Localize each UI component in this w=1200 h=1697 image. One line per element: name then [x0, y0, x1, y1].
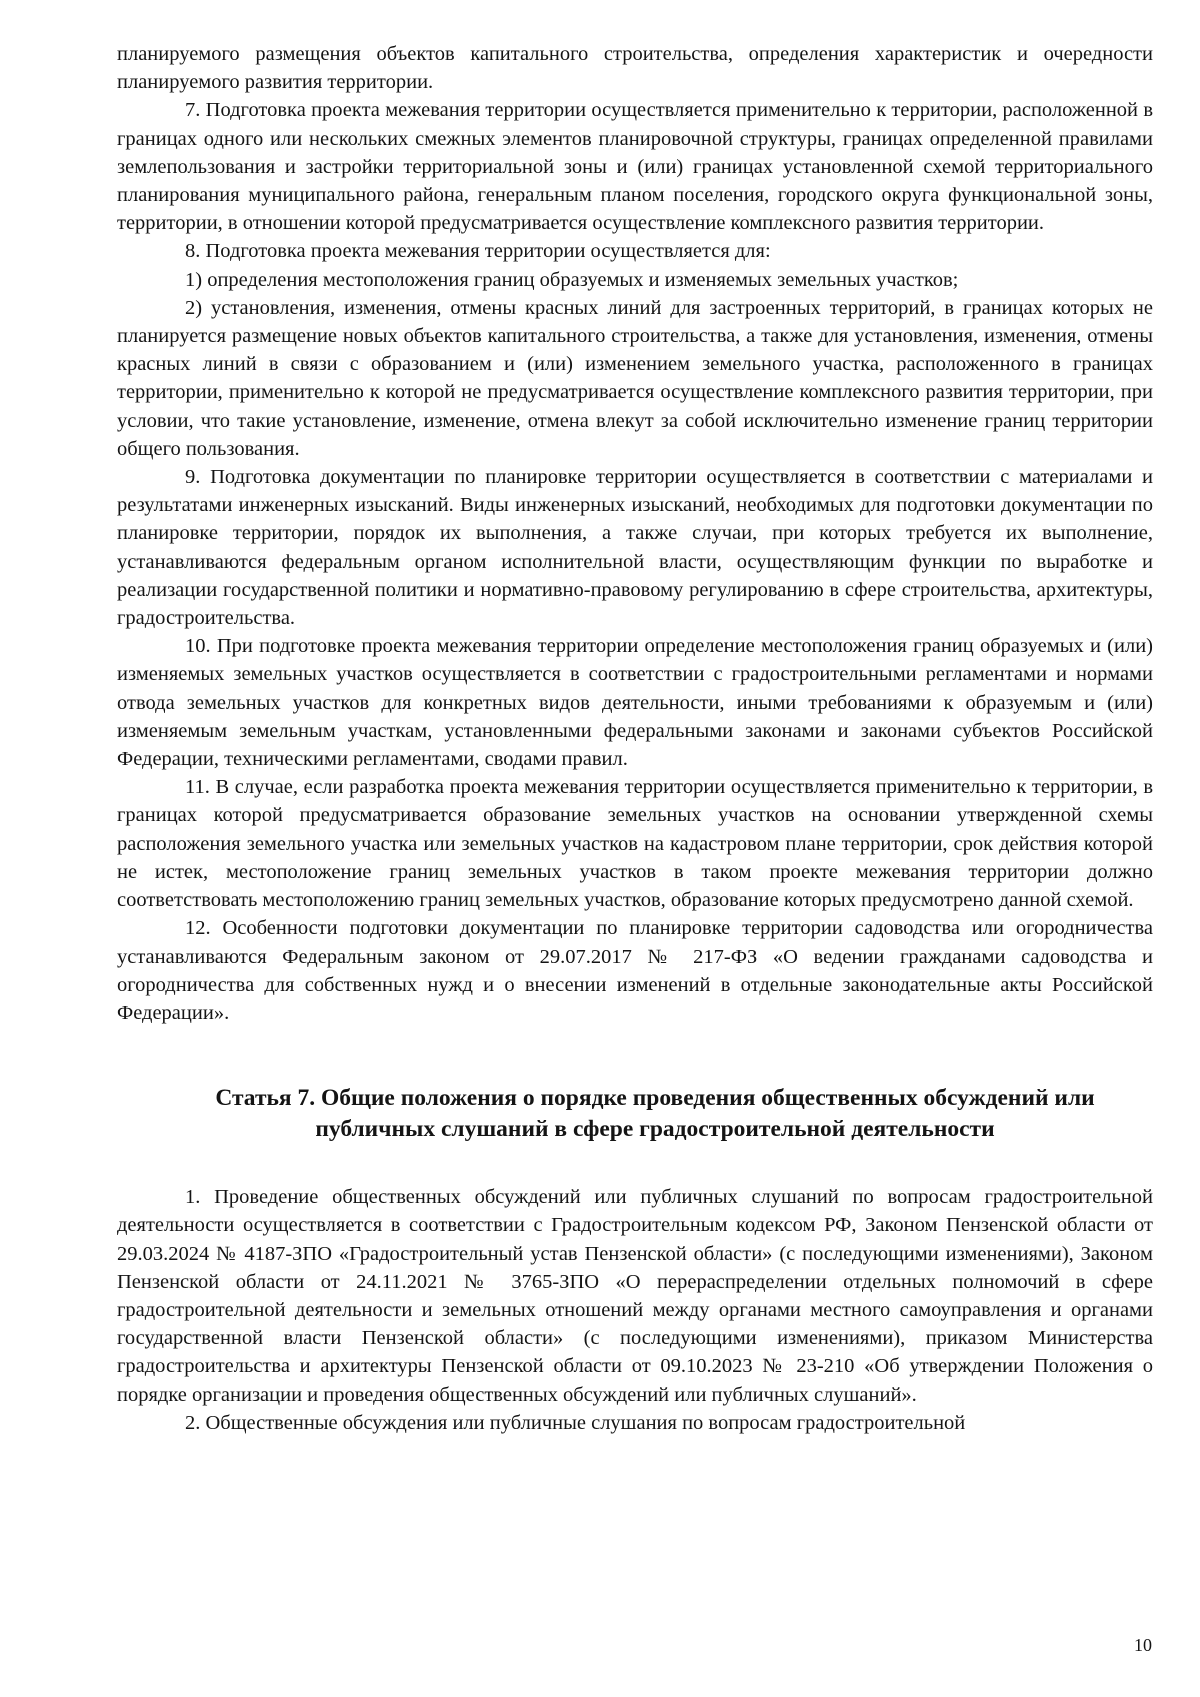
article-heading-line-2: публичных слушаний в сфере градостроительной деятельности	[315, 1116, 995, 1143]
paragraph-item-10: 10. При подготовке проекта межевания территории определение местоположения границ образуемых и (или) изменяемых земельных участков осуществляется в соответствии с градостроительными регламентами и нормами отвода земельных участков для конкретных видов деятельности, иными требованиями к образуемым и (или) изменяемым земельным участкам, установленными федеральными законами и законами субъектов Российской Федерации, техническими регламентами, сводами правил.	[117, 635, 1153, 771]
paragraph-item-8-2: 2) установления, изменения, отмены красных линий для застроенных территорий, в границах которых не планируется размещение новых объектов капитального строительства, а также для установления, изменения, отмены красных линий в связи с образованием и (или) изменением земельного участка, расположенного в границах территории, применительно к которой не предусматривается осуществление комплексного развития территории, при условии, что такие установление, изменение, отмена влекут за собой исключительно изменение границ территории общего пользования.	[117, 296, 1153, 460]
article-heading-line-1: Статья 7. Общие положения о порядке проведения общественных обсуждений или	[215, 1085, 1095, 1112]
paragraph-item-12: 12. Особенности подготовки документации по планировке территории садоводства или огородничества устанавливаются Федеральным законом от 29.07.2017 № 217-ФЗ «О ведении гражданами садоводства и огородничества для собственных нужд и о внесении изменений в отдельные законодательные акты Российской Федерации».	[117, 917, 1153, 1024]
paragraph-continuation: планируемого размещения объектов капитального строительства, определения характеристик и очередности планируемого развития территории.	[117, 43, 1153, 94]
paragraph-item-11: 11. В случае, если разработка проекта межевания территории осуществляется применительно к территории, в границах которой предусматривается образование земельных участков на основании утвержденной схемы расположения земельного участка или земельных участков на кадастровом плане территории, срок действия которой не истек, местоположение границ земельных участков в таком проекте межевания территории должно соответствовать местоположению границ земельных участков, образование которых предусмотрено данной схемой.	[117, 776, 1153, 912]
article-heading	[117, 1083, 1153, 1145]
paragraph-item-8: 8. Подготовка проекта межевания территории осуществляется для:	[185, 240, 771, 263]
page-number: 10	[1134, 1635, 1152, 1655]
article-paragraph-2: 2. Общественные обсуждения или публичные слушания по вопросам градостроительной	[185, 1411, 966, 1434]
section-spacer	[117, 1027, 1153, 1083]
paragraph-item-8-1: 1) определения местоположения границ образуемых и изменяемых земельных участков;	[185, 268, 959, 291]
paragraph-item-7: 7. Подготовка проекта межевания территории осуществляется применительно к территории, расположенной в границах одного или нескольких смежных элементов планировочной структуры, границах определенной правилами землепользования и застройки территориальной зоны и (или) границах установленной схемой территориального планирования муниципального района, генеральным планом поселения, городского округа функциональной зоны, территории, в отношении которой предусматривается осуществление комплексного развития территории.	[117, 99, 1153, 235]
paragraph-item-9: 9. Подготовка документации по планировке территории осуществляется в соответствии с материалами и результатами инженерных изысканий. Виды инженерных изысканий, необходимых для подготовки документации по планировке территории, порядок их выполнения, а также случаи, при которых требуется их выполнение, устанавливаются федеральным органом исполнительной власти, осуществляющим функции по выработке и реализации государственной политики и нормативно-правовому регулированию в сфере строительства, архитектуры, градостроительства.	[117, 466, 1153, 630]
article-paragraph-1: 1. Проведение общественных обсуждений или публичных слушаний по вопросам градостроительной деятельности осуществляется в соответствии с Градостроительным кодексом РФ, Законом Пензенской области от 29.03.2024 № 4187-ЗПО «Градостроительный устав Пензенской области» (с последующими изменениями), Законом Пензенской области от 24.11.2021 № 3765-ЗПО «О перераспределении отдельных полномочий в сфере градостроительной деятельности и земельных отношений между органами местного самоуправления и органами государственной власти Пензенской области» (с последующими изменениями), приказом Министерства градостроительства и архитектуры Пензенской области от 09.10.2023 № 23-210 «Об утверждении Положения о порядке организации и проведения общественных обсуждений или публичных слушаний».	[117, 1186, 1153, 1406]
document-page	[117, 40, 1153, 1437]
